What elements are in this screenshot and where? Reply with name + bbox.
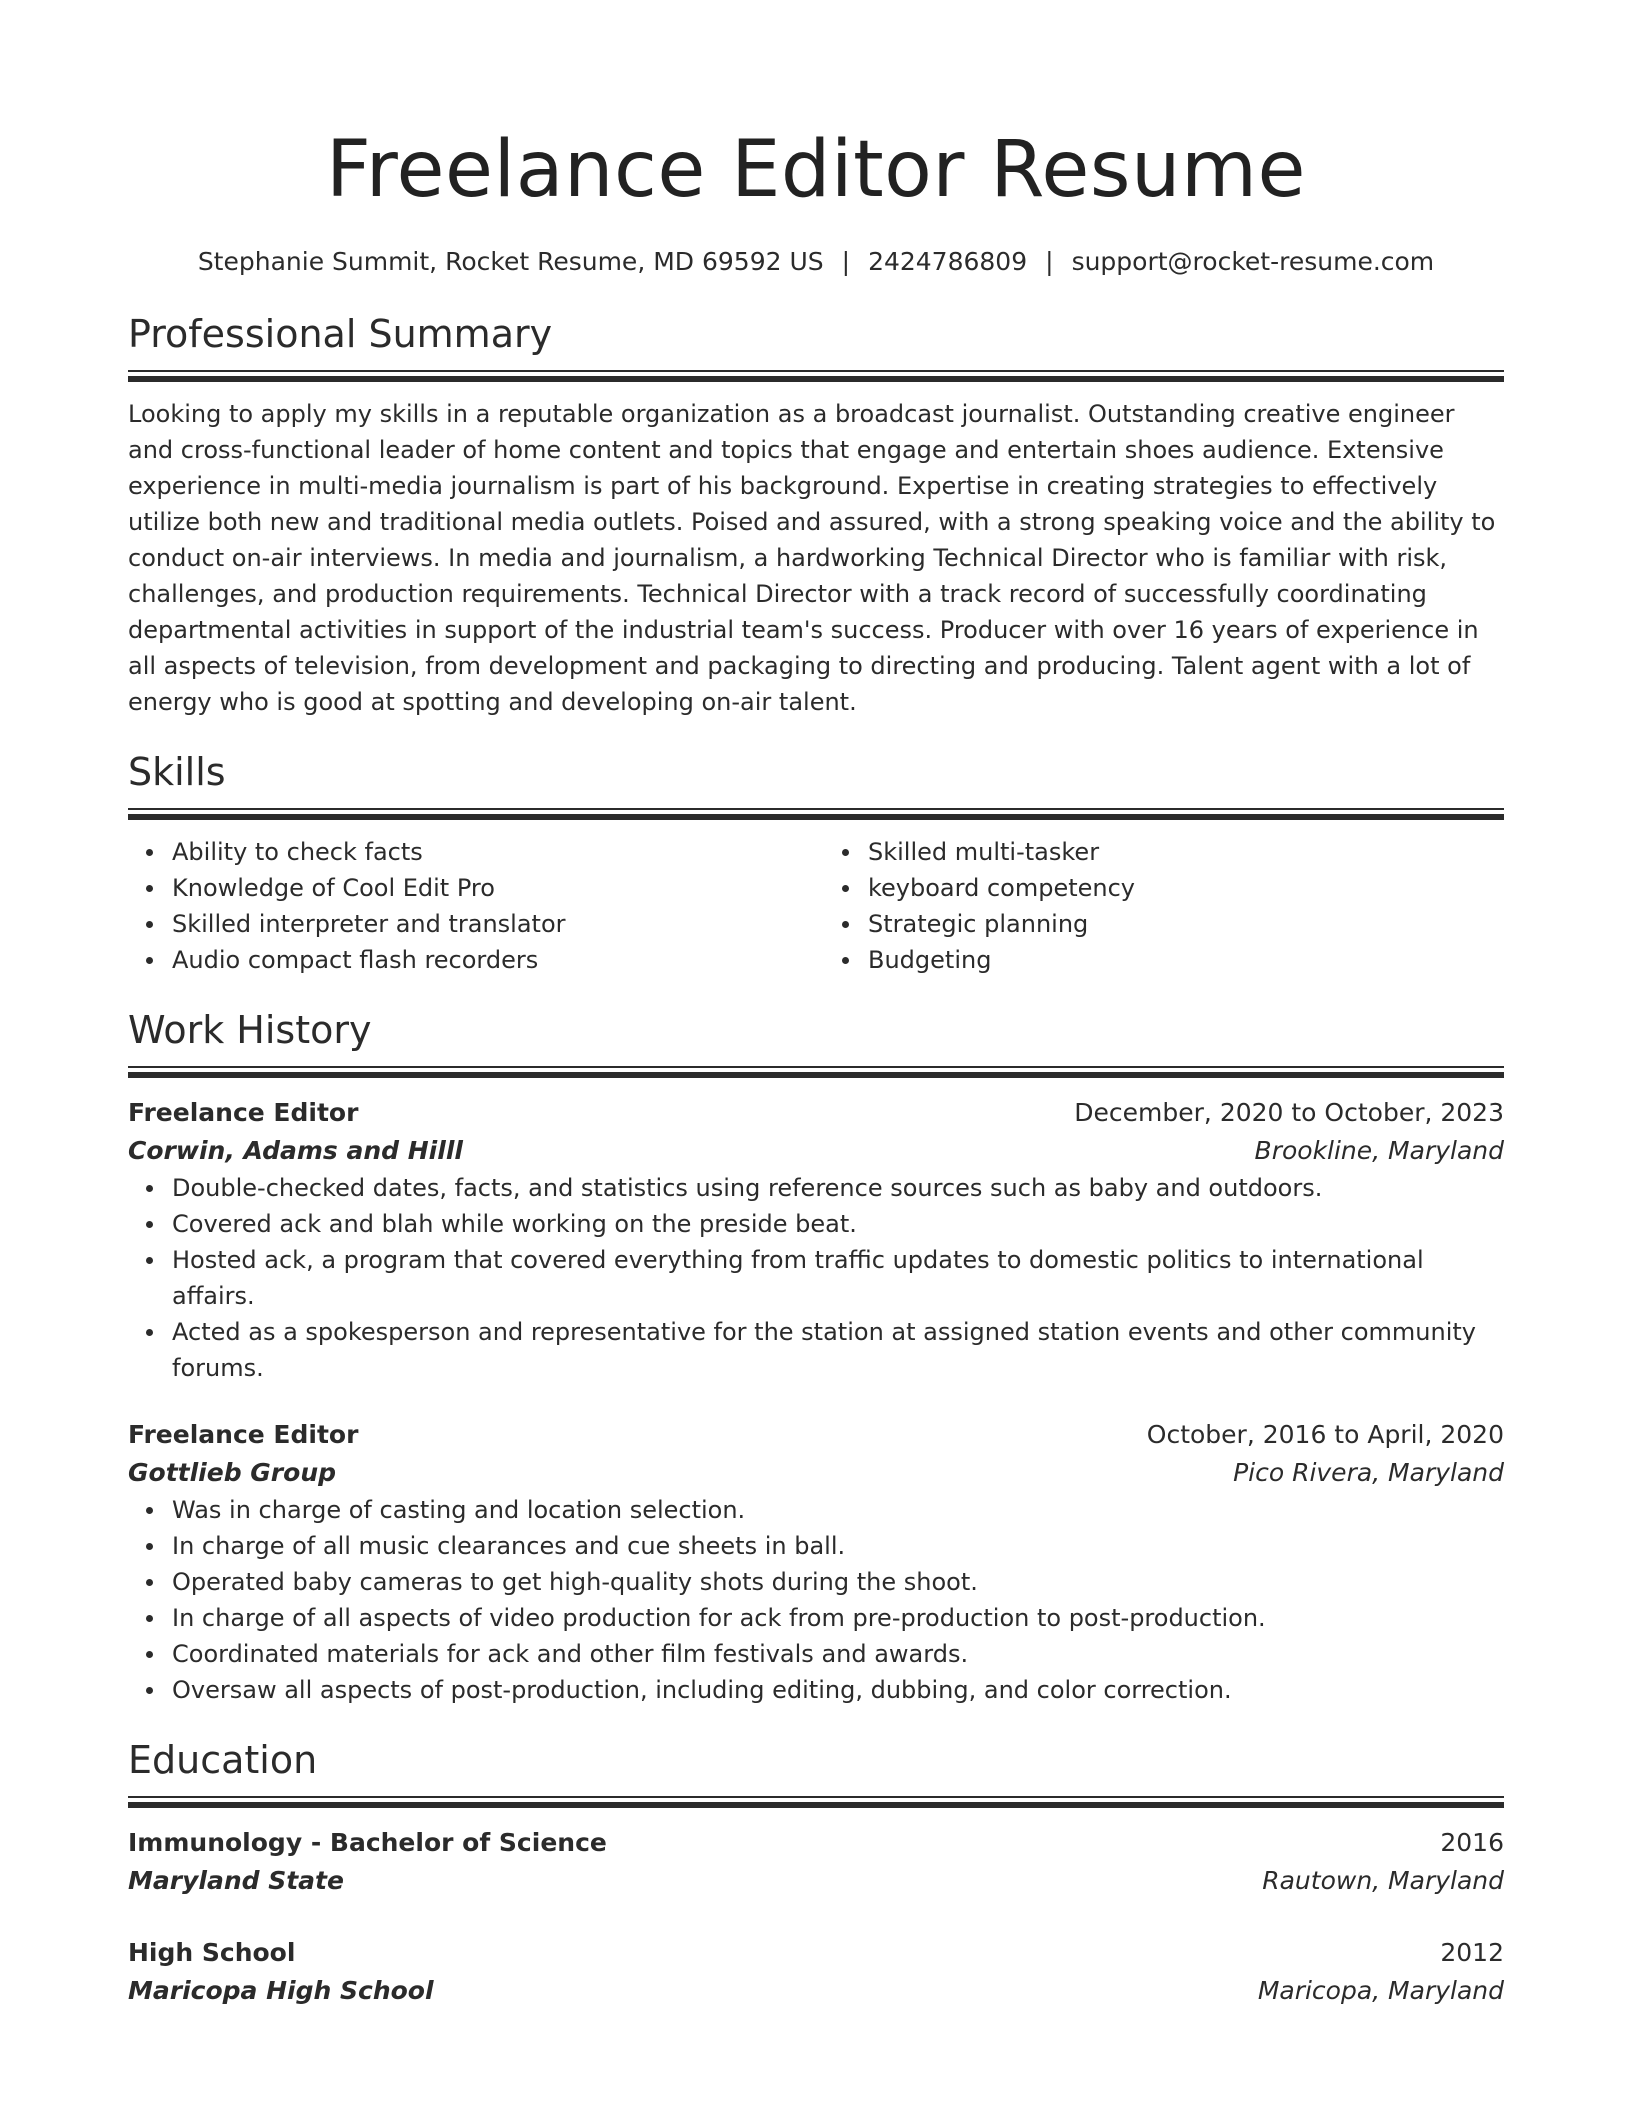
skill-item: Ability to check facts xyxy=(172,834,816,870)
job-title: Freelance Editor xyxy=(128,1420,359,1449)
job-company-row xyxy=(128,1454,1504,1492)
education-school: Maryland State xyxy=(128,1866,344,1895)
education-degree: High School xyxy=(128,1938,296,1967)
job-bullet: In charge of all aspects of video production for ack from pre-production to post-production. xyxy=(172,1600,1504,1636)
education-school: Maricopa High School xyxy=(128,1976,434,2005)
job-title: Freelance Editor xyxy=(128,1098,359,1127)
work-section xyxy=(128,1008,1504,1708)
contact-separator: | xyxy=(841,247,851,276)
job-dates: December, 2020 to October, 2023 xyxy=(1074,1098,1504,1127)
skills-right-list xyxy=(816,834,1504,978)
job-bullet: Operated baby cameras to get high-quality shots during the shoot. xyxy=(172,1564,1504,1600)
education-school-row xyxy=(128,1862,1504,1900)
section-divider xyxy=(128,1796,1504,1808)
education-degree: Immunology - Bachelor of Science xyxy=(128,1828,607,1857)
contact-separator: | xyxy=(1045,247,1054,276)
education-location: Maricopa, Maryland xyxy=(1257,1976,1504,2005)
job-bullet: Oversaw all aspects of post-production, including editing, dubbing, and color correction. xyxy=(172,1672,1504,1708)
skill-item: Skilled multi-tasker xyxy=(868,834,1504,870)
skill-item: Knowledge of Cool Edit Pro xyxy=(172,870,816,906)
contact-phone: 2424786809 xyxy=(868,247,1028,276)
education-school-row xyxy=(128,1972,1504,2010)
job-bullet: Was in charge of casting and location selection. xyxy=(172,1492,1504,1528)
resume-title: Freelance Editor Resume xyxy=(326,125,1306,215)
job-company: Corwin, Adams and Hilll xyxy=(128,1136,463,1165)
job-bullet: Double-checked dates, facts, and statistics using reference sources such as baby and outdoors. xyxy=(172,1170,1504,1206)
job-bullet: In charge of all music clearances and cue sheets in ball. xyxy=(172,1528,1504,1564)
skill-item: Strategic planning xyxy=(868,906,1504,942)
contact-address: Stephanie Summit, Rocket Resume, MD 69592 US xyxy=(197,247,824,276)
job-entry xyxy=(128,1416,1504,1708)
job-company: Gottlieb Group xyxy=(128,1458,337,1487)
education-location: Rautown, Maryland xyxy=(1262,1866,1504,1895)
job-bullets xyxy=(128,1170,1504,1386)
section-divider xyxy=(128,1066,1504,1078)
job-bullets xyxy=(128,1492,1504,1708)
education-year: 2012 xyxy=(1440,1938,1504,1967)
skills-columns xyxy=(128,834,1504,978)
section-divider xyxy=(128,370,1504,382)
job-dates: October, 2016 to April, 2020 xyxy=(1146,1420,1504,1449)
job-bullet: Acted as a spokesperson and representative for the station at assigned station events and other community forums. xyxy=(172,1314,1504,1386)
skills-section xyxy=(128,750,1504,978)
section-divider xyxy=(128,808,1504,820)
education-header-row xyxy=(128,1934,1504,1972)
job-entry xyxy=(128,1094,1504,1386)
job-bullet: Hosted ack, a program that covered everything from traffic updates to domestic politics to international affairs. xyxy=(172,1242,1504,1314)
education-heading: Education xyxy=(128,1738,318,1782)
job-bullet: Covered ack and blah while working on the preside beat. xyxy=(172,1206,1504,1242)
summary-section xyxy=(128,312,1504,720)
skills-left-list xyxy=(128,834,816,978)
skill-item: Budgeting xyxy=(868,942,1504,978)
summary-text: Looking to apply my skills in a reputable organization as a broadcast journalist. Outstanding creative engineer and cross-functional leader of home content and topics that engage and entertain shoes audience. Extensive experience in multi-media journalism is part of his background. Expertise in creating strategies to effectively utilize both new and traditional media outlets. Poised and assured, with a strong speaking voice and the ability to conduct on-air interviews. In media and journalism, a hardworking Technical Director who is familiar with risk, challenges, and production requirements. Technical Director with a track record of successfully coordinating departmental activities in support of the industrial team's success. Producer with over 16 years of experience in all aspects of television, from development and packaging to directing and producing. Talent agent with a lot of energy who is good at spotting and developing on-air talent. xyxy=(128,400,1496,716)
skills-heading: Skills xyxy=(128,750,226,794)
education-entry xyxy=(128,1824,1504,1900)
education-year: 2016 xyxy=(1440,1828,1504,1857)
job-company-row xyxy=(128,1132,1504,1170)
contact-line xyxy=(128,246,1504,278)
contact-email: support@rocket-resume.com xyxy=(1071,247,1435,276)
job-location: Brookline, Maryland xyxy=(1254,1136,1504,1165)
skill-item: keyboard competency xyxy=(868,870,1504,906)
education-header-row xyxy=(128,1824,1504,1862)
job-bullet: Coordinated materials for ack and other film festivals and awards. xyxy=(172,1636,1504,1672)
education-entry xyxy=(128,1934,1504,2010)
skill-item: Skilled interpreter and translator xyxy=(172,906,816,942)
summary-heading: Professional Summary xyxy=(128,312,553,356)
job-header-row xyxy=(128,1094,1504,1132)
work-heading: Work History xyxy=(128,1008,372,1052)
job-location: Pico Rivera, Maryland xyxy=(1233,1458,1504,1487)
skill-item: Audio compact flash recorders xyxy=(172,942,816,978)
education-section xyxy=(128,1738,1504,2010)
job-header-row xyxy=(128,1416,1504,1454)
